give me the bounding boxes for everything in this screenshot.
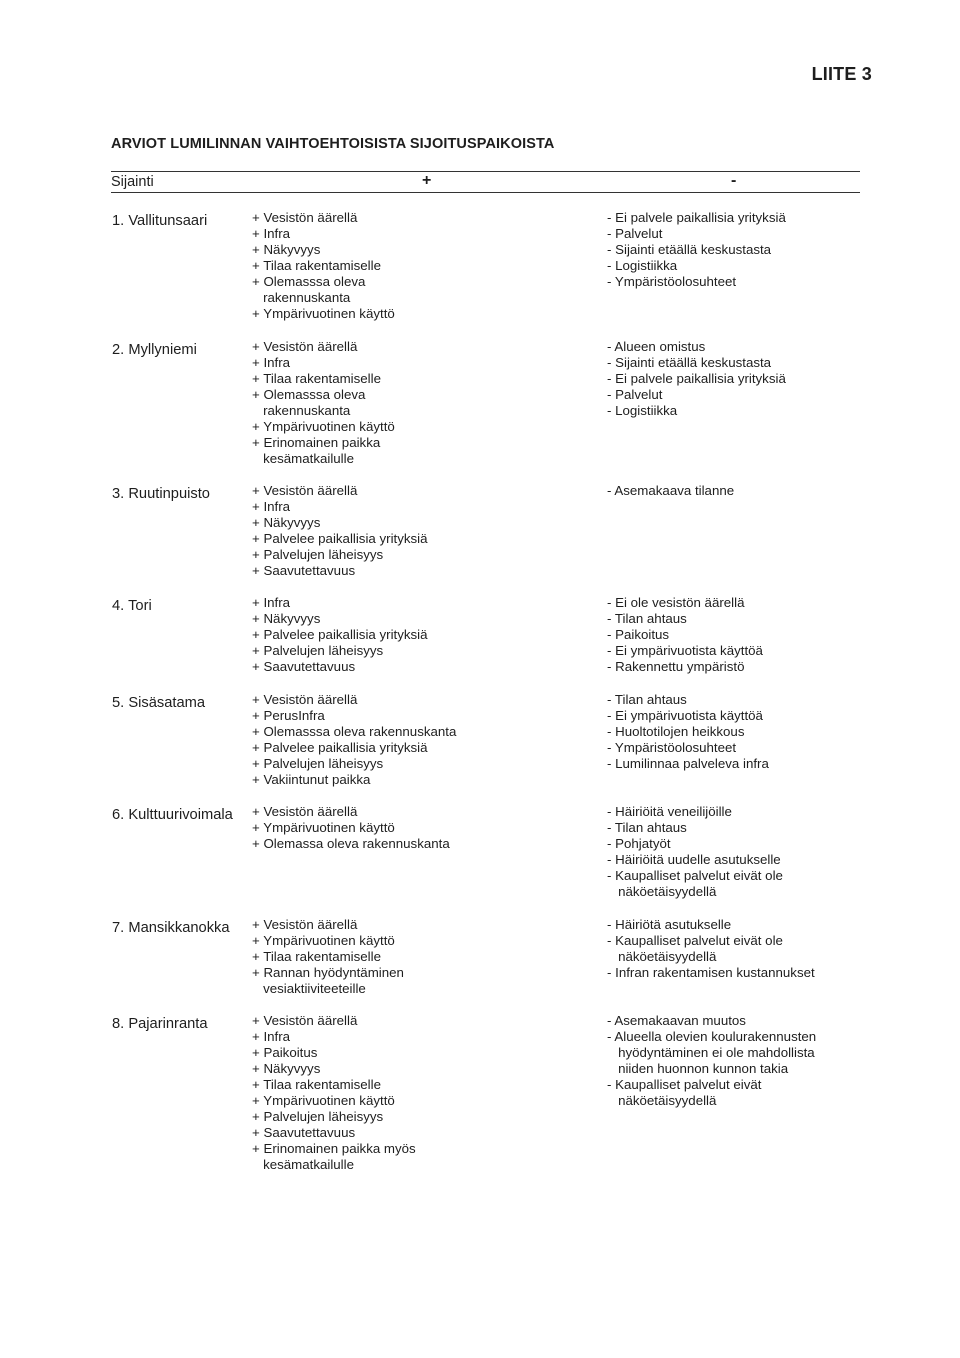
- pro-item: + Ympärivuotinen käyttö: [252, 419, 395, 435]
- pros-list: [252, 917, 552, 997]
- pro-item: + Erinomainen paikka myös: [252, 1141, 416, 1157]
- con-item: näköetäisyydellä: [607, 884, 717, 900]
- pros-list: [252, 1013, 552, 1173]
- con-item: - Kaupalliset palvelut eivät ole: [607, 933, 783, 949]
- con-item: - Asemakaavan muutos: [607, 1013, 746, 1028]
- con-item: - Ei palvele paikallisia yrityksiä: [607, 210, 786, 225]
- pro-item: + Ympärivuotinen käyttö: [252, 933, 395, 949]
- cons-list: [607, 483, 907, 499]
- con-item: - Sijainti etäällä keskustasta: [607, 355, 772, 371]
- location-name: 4. Tori: [112, 598, 152, 614]
- pro-item: + Palvelujen läheisyys: [252, 1109, 384, 1125]
- con-item: - Kaupalliset palvelut eivät: [607, 1077, 762, 1093]
- pro-item: + Vesistön äärellä: [252, 692, 358, 707]
- pro-item: + Vesistön äärellä: [252, 210, 358, 225]
- column-header-location: Sijainti: [111, 174, 154, 190]
- con-item: - Tilan ahtaus: [607, 611, 687, 627]
- pro-item: + Tilaa rakentamiselle: [252, 258, 381, 274]
- cons-list: [607, 210, 907, 290]
- pro-item: + Tilaa rakentamiselle: [252, 949, 381, 965]
- pro-item: kesämatkailulle: [252, 451, 354, 467]
- column-header-pros: +: [422, 172, 432, 189]
- pro-item: + Vakiintunut paikka: [252, 772, 371, 788]
- pro-item: vesiaktiiviteeteille: [252, 981, 366, 997]
- pro-item: + Erinomainen paikka: [252, 435, 381, 451]
- con-item: niiden huonnon kunnon takia: [607, 1061, 789, 1077]
- pro-item: + Ympärivuotinen käyttö: [252, 306, 395, 322]
- location-name: 6. Kulttuurivoimala: [112, 807, 233, 823]
- con-item: hyödyntäminen ei ole mahdollista: [607, 1045, 815, 1061]
- cons-list: [607, 917, 907, 981]
- location-name: 5. Sisäsatama: [112, 695, 206, 711]
- location-name: 1. Vallitunsaari: [112, 213, 208, 229]
- pro-item: + Saavutettavuus: [252, 1125, 356, 1141]
- con-item: - Ei ympärivuotista käyttöä: [607, 643, 763, 659]
- pro-item: + Olemasssa oleva: [252, 387, 366, 403]
- con-item: - Huoltotilojen heikkous: [607, 724, 745, 740]
- con-item: - Logistiikka: [607, 403, 678, 419]
- con-item: - Tilan ahtaus: [607, 692, 687, 707]
- con-item: näköetäisyydellä: [607, 949, 717, 965]
- pro-item: rakennuskanta: [252, 290, 351, 306]
- con-item: - Ei ympärivuotista käyttöä: [607, 708, 763, 724]
- con-item: - Ympäristöolosuhteet: [607, 274, 737, 290]
- pro-item: + Olemasssa oleva rakennuskanta: [252, 724, 457, 740]
- pro-item: + Rannan hyödyntäminen: [252, 965, 404, 981]
- con-item: näköetäisyydellä: [607, 1093, 717, 1109]
- con-item: - Infran rakentamisen kustannukset: [607, 965, 815, 981]
- con-item: - Ympäristöolosuhteet: [607, 740, 737, 756]
- con-item: - Tilan ahtaus: [607, 820, 687, 836]
- pro-item: + Saavutettavuus: [252, 659, 356, 675]
- con-item: - Lumilinnaa palveleva infra: [607, 756, 769, 772]
- con-item: - Alueen omistus: [607, 339, 706, 354]
- pro-item: kesämatkailulle: [252, 1157, 354, 1173]
- cons-list: [607, 804, 907, 900]
- con-item: - Paikoitus: [607, 627, 670, 643]
- pro-item: + Saavutettavuus: [252, 563, 356, 579]
- pro-item: + Palvelee paikallisia yrityksiä: [252, 740, 428, 756]
- con-item: - Häiriöitä uudelle asutukselle: [607, 852, 781, 868]
- column-header-cons: -: [731, 172, 737, 189]
- con-item: - Ei ole vesistön äärellä: [607, 595, 745, 610]
- cons-list: [607, 692, 907, 772]
- pro-item: + Tilaa rakentamiselle: [252, 371, 381, 387]
- pro-item: + Tilaa rakentamiselle: [252, 1077, 381, 1093]
- pro-item: + Palvelujen läheisyys: [252, 756, 384, 772]
- pro-item: + Infra: [252, 499, 291, 515]
- pro-item: + Palvelujen läheisyys: [252, 643, 384, 659]
- location-name: 8. Pajarinranta: [112, 1016, 208, 1032]
- cons-list: [607, 595, 907, 675]
- con-item: - Häiriötä asutukselle: [607, 917, 732, 932]
- pro-item: + Paikoitus: [252, 1045, 318, 1061]
- pro-item: + Näkyvyys: [252, 611, 321, 627]
- pro-item: + PerusInfra: [252, 708, 325, 724]
- pro-item: + Vesistön äärellä: [252, 804, 358, 819]
- con-item: - Rakennettu ympäristö: [607, 659, 745, 675]
- con-item: - Palvelut: [607, 387, 663, 403]
- con-item: - Asemakaava tilanne: [607, 483, 735, 498]
- pro-item: + Ympärivuotinen käyttö: [252, 1093, 395, 1109]
- cons-list: [607, 339, 907, 419]
- pro-item: rakennuskanta: [252, 403, 351, 419]
- cons-list: [607, 1013, 907, 1109]
- pros-list: [252, 595, 552, 675]
- header-rule-bottom: [111, 192, 860, 193]
- con-item: - Ei palvele paikallisia yrityksiä: [607, 371, 786, 387]
- pros-list: [252, 339, 552, 467]
- location-name: 7. Mansikkanokka: [112, 920, 230, 936]
- document-title: ARVIOT LUMILINNAN VAIHTOEHTOISISTA SIJOITUSPAIKOISTA: [111, 136, 555, 152]
- pro-item: + Infra: [252, 355, 291, 371]
- pro-item: + Palvelujen läheisyys: [252, 547, 384, 563]
- location-name: 3. Ruutinpuisto: [112, 486, 210, 502]
- con-item: - Alueella olevien koulurakennusten: [607, 1029, 817, 1045]
- pro-item: + Infra: [252, 1029, 291, 1045]
- pros-list: [252, 692, 552, 788]
- con-item: - Pohjatyöt: [607, 836, 671, 852]
- pro-item: + Näkyvyys: [252, 242, 321, 258]
- con-item: - Häiriöitä veneilijöille: [607, 804, 732, 819]
- pro-item: + Infra: [252, 226, 291, 242]
- con-item: - Kaupalliset palvelut eivät ole: [607, 868, 783, 884]
- pro-item: + Vesistön äärellä: [252, 1013, 358, 1028]
- page-label: LIITE 3: [811, 64, 872, 84]
- con-item: - Logistiikka: [607, 258, 678, 274]
- pros-list: [252, 483, 552, 579]
- pros-list: [252, 210, 552, 322]
- pro-item: + Palvelee paikallisia yrityksiä: [252, 531, 428, 547]
- pro-item: + Olemassa oleva rakennuskanta: [252, 836, 450, 852]
- pro-item: + Näkyvyys: [252, 515, 321, 531]
- pro-item: + Näkyvyys: [252, 1061, 321, 1077]
- header-rule-top: [111, 171, 860, 172]
- pro-item: + Ympärivuotinen käyttö: [252, 820, 395, 836]
- pro-item: + Infra: [252, 595, 291, 610]
- location-name: 2. Myllyniemi: [112, 342, 197, 358]
- pro-item: + Vesistön äärellä: [252, 483, 358, 498]
- pro-item: + Vesistön äärellä: [252, 339, 358, 354]
- con-item: - Palvelut: [607, 226, 663, 242]
- pro-item: + Palvelee paikallisia yrityksiä: [252, 627, 428, 643]
- pro-item: + Olemasssa oleva: [252, 274, 366, 290]
- pro-item: + Vesistön äärellä: [252, 917, 358, 932]
- con-item: - Sijainti etäällä keskustasta: [607, 242, 772, 258]
- pros-list: [252, 804, 552, 852]
